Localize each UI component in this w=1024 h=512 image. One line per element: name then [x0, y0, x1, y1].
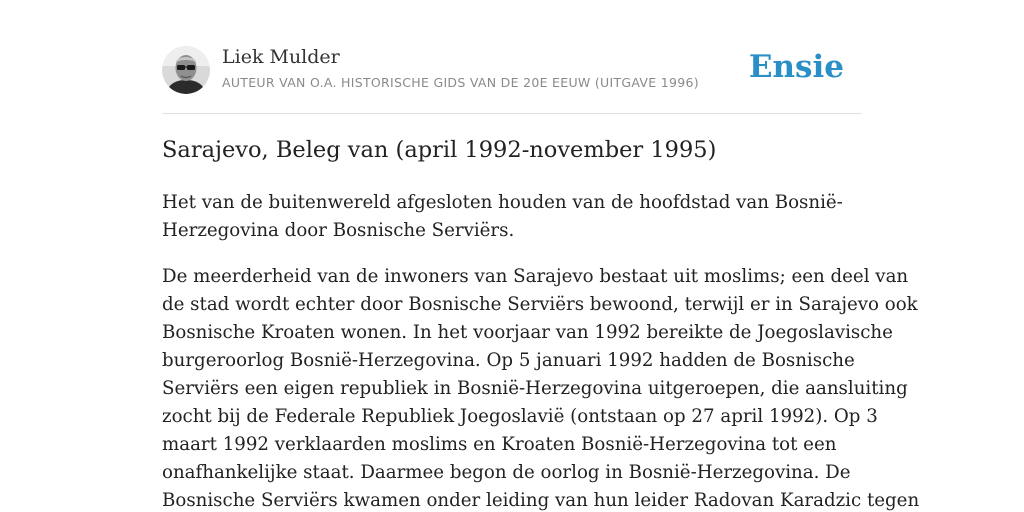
- article-title: Sarajevo, Beleg van (april 1992-november 1995): [162, 137, 717, 163]
- body-line: de stad wordt echter door Bosnische Serviërs bewoond, terwijl er in Sarajevo ook: [162, 294, 918, 315]
- summary-line: Het van de buitenwereld afgesloten houden van de hoofdstad van Bosnië-: [162, 192, 843, 213]
- body-line: Serviërs een eigen republiek in Bosnië-Herzegovina uitgeroepen, die aansluiting: [162, 378, 908, 399]
- author-photo-icon: [162, 46, 210, 94]
- body-line: burgeroorlog Bosnië-Herzegovina. Op 5 januari 1992 hadden de Bosnische: [162, 350, 855, 371]
- body-paragraph: [162, 263, 920, 512]
- body-line: onafhankelijke staat. Daarmee begon de oorlog in Bosnië-Herzegovina. De: [162, 462, 851, 483]
- summary-line: Herzegovina door Bosnische Serviërs.: [162, 220, 515, 241]
- body-line: zocht bij de Federale Republiek Joegoslavië (ontstaan op 27 april 1992). Op 3: [162, 406, 878, 427]
- body-line: Bosnische Serviërs kwamen onder leiding van hun leider Radovan Karadzic tegen: [162, 490, 920, 511]
- article-body: [162, 189, 920, 512]
- author-name[interactable]: Liek Mulder: [222, 46, 340, 68]
- body-line: De meerderheid van de inwoners van Sarajevo bestaat uit moslims; een deel van: [162, 266, 909, 287]
- author-header: [162, 46, 862, 96]
- author-description: AUTEUR VAN O.A. HISTORISCHE GIDS VAN DE 20E EEUW (UITGAVE 1996): [222, 75, 699, 90]
- body-line: maart 1992 verklaarden moslims en Kroaten Bosnië-Herzegovina tot een: [162, 434, 837, 455]
- ensie-logo[interactable]: Ensie: [748, 49, 844, 85]
- summary-paragraph: [162, 189, 867, 245]
- author-avatar[interactable]: [162, 46, 210, 94]
- body-line: Bosnische Kroaten wonen. In het voorjaar van 1992 bereikte de Joegoslavische: [162, 322, 893, 343]
- header-divider: [162, 113, 862, 114]
